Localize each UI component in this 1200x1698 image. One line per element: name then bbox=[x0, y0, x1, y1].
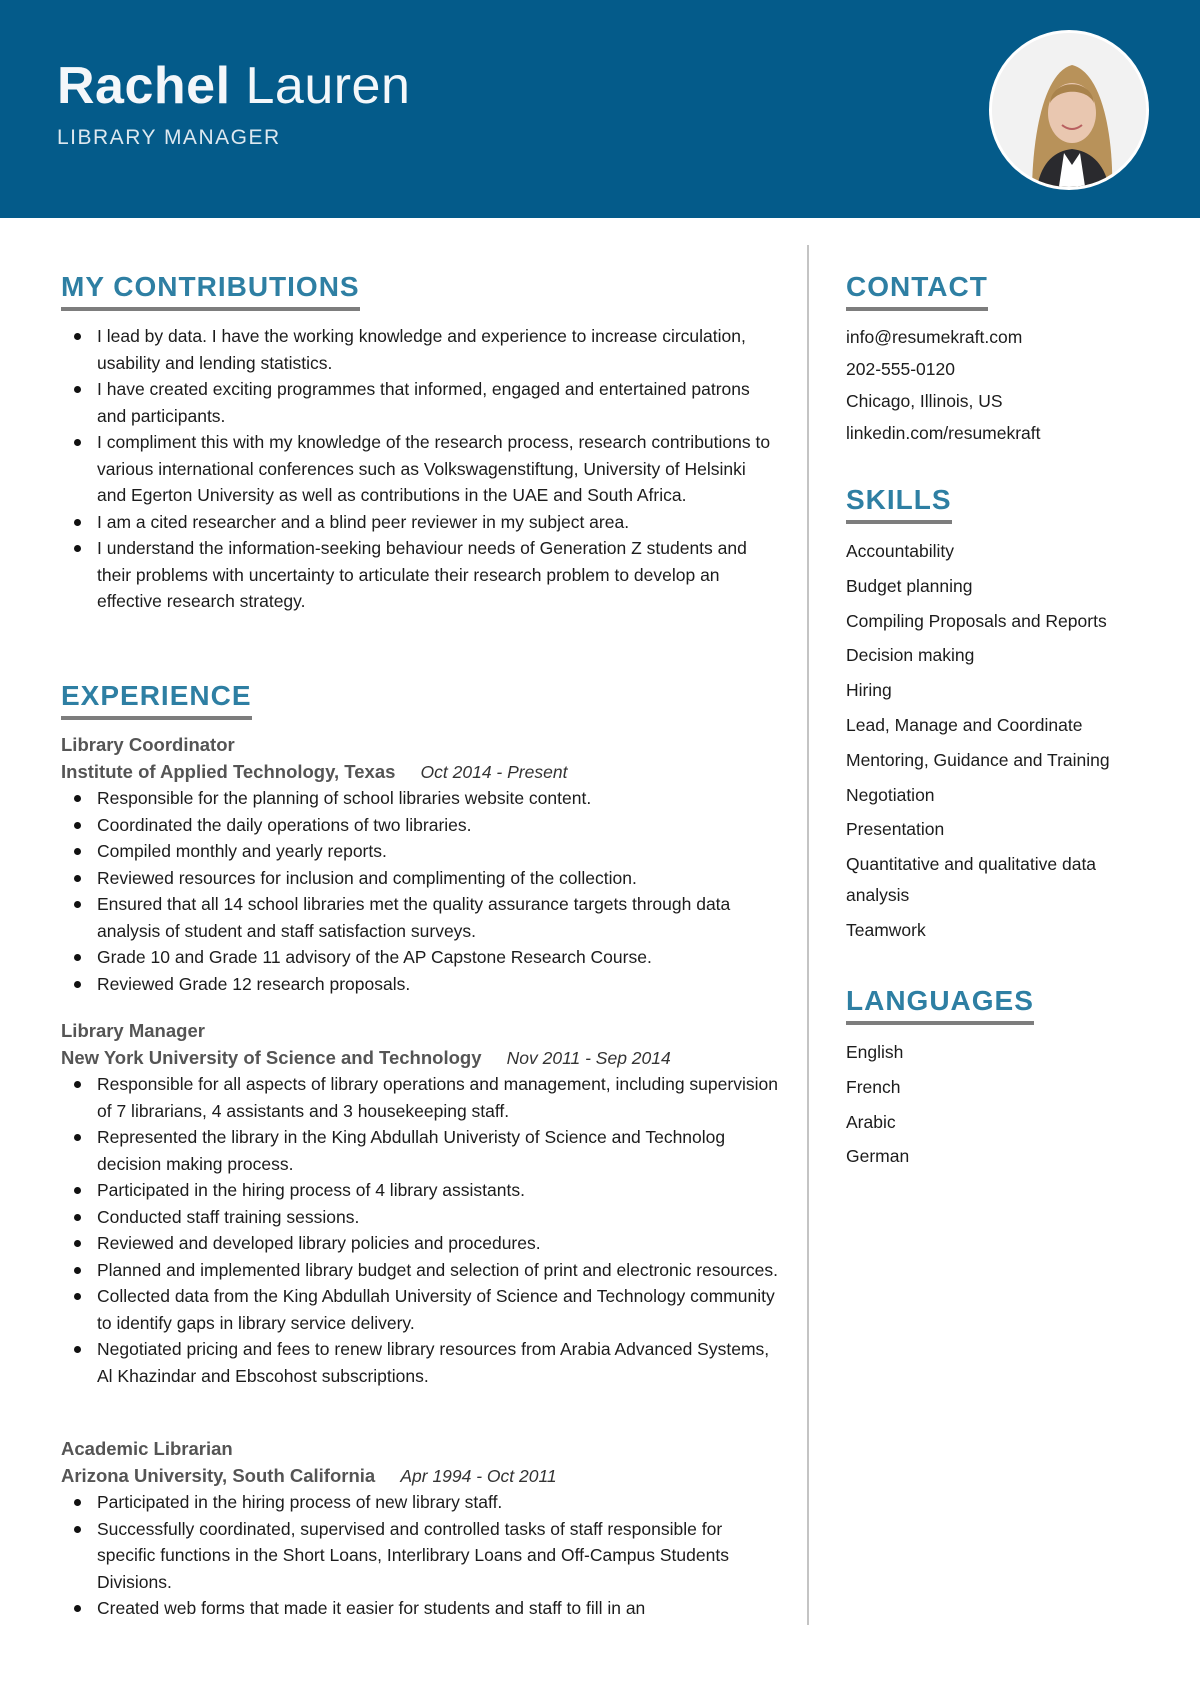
list-item: Ensured that all 14 school libraries met the quality assurance targets through data analysis of student and staff satisfaction surveys. bbox=[61, 891, 781, 944]
skill-item: Negotiation bbox=[846, 784, 935, 805]
list-item: Collected data from the King Abdullah University of Science and Technology community to identify gaps in library service delivery. bbox=[61, 1283, 781, 1336]
first-name: Rachel bbox=[57, 57, 231, 115]
skill-item: Presentation bbox=[846, 819, 945, 840]
list-item: Coordinated the daily operations of two libraries. bbox=[61, 812, 781, 839]
list-item: I compliment this with my knowledge of the research process, research contributions to various international conferences such as Volkswagenstiftung, University of Helsinki and Egerton University as well as contributions in the UAE and South Africa. bbox=[61, 429, 771, 509]
job-company: New York University of Science and Technology bbox=[61, 1047, 482, 1068]
candidate-name bbox=[57, 56, 410, 116]
resume-header bbox=[0, 0, 1200, 218]
job-title: LIBRARY MANAGER bbox=[57, 126, 281, 149]
list-item: Reviewed resources for inclusion and complimenting of the collection. bbox=[61, 865, 781, 892]
skills-heading: SKILLS bbox=[846, 485, 952, 524]
skill-item: Decision making bbox=[846, 645, 975, 666]
skill-item: Budget planning bbox=[846, 575, 973, 596]
contact-heading: CONTACT bbox=[846, 272, 988, 311]
list-item: Planned and implemented library budget and selection of print and electronic resources. bbox=[61, 1257, 781, 1284]
languages-heading: LANGUAGES bbox=[846, 986, 1034, 1025]
profile-photo bbox=[989, 30, 1149, 190]
job-role: Library Manager bbox=[61, 1020, 205, 1041]
contact-phone: 202-555-0120 bbox=[846, 359, 955, 379]
language-item: French bbox=[846, 1076, 901, 1097]
job-company-line bbox=[61, 1045, 781, 1071]
job-role: Academic Librarian bbox=[61, 1438, 233, 1459]
contact-email[interactable]: info@resumekraft.com bbox=[846, 327, 1023, 347]
list-item: Grade 10 and Grade 11 advisory of the AP Capstone Research Course. bbox=[61, 944, 781, 971]
contact-location: Chicago, Illinois, US bbox=[846, 391, 1003, 411]
column-divider bbox=[807, 245, 809, 1625]
languages-section bbox=[846, 1037, 1176, 1176]
job-bullets bbox=[61, 785, 781, 997]
list-item: Compiled monthly and yearly reports. bbox=[61, 838, 781, 865]
list-item: Created web forms that made it easier for students and staff to fill in an bbox=[61, 1595, 781, 1622]
skill-item: Compiling Proposals and Reports bbox=[846, 610, 1107, 631]
list-item: I understand the information-seeking behaviour needs of Generation Z students and their problems with uncertainty to articulate their research problem to develop an effective research strategy. bbox=[61, 535, 771, 615]
job-company-line bbox=[61, 1463, 781, 1489]
language-item: German bbox=[846, 1146, 910, 1167]
job-entry bbox=[61, 1017, 781, 1389]
contributions-heading: MY CONTRIBUTIONS bbox=[61, 272, 360, 311]
list-item: Reviewed and developed library policies and procedures. bbox=[61, 1230, 781, 1257]
list-item: Negotiated pricing and fees to renew library resources from Arabia Advanced Systems, Al Khazindar and Ebscohost subscriptions. bbox=[61, 1336, 781, 1389]
contact-section bbox=[846, 321, 1176, 449]
job-company: Arizona University, South California bbox=[61, 1465, 376, 1486]
job-dates: Nov 2011 - Sep 2014 bbox=[506, 1048, 671, 1068]
list-item: Responsible for all aspects of library operations and management, including supervision of 7 librarians, 4 assistants and 3 housekeeping staff. bbox=[61, 1071, 781, 1124]
skill-item: Accountability bbox=[846, 541, 954, 561]
last-name: Lauren bbox=[245, 57, 411, 115]
job-dates: Apr 1994 - Oct 2011 bbox=[400, 1466, 557, 1486]
language-item: English bbox=[846, 1042, 904, 1062]
skill-item: Teamwork bbox=[846, 919, 926, 940]
list-item: Represented the library in the King Abdullah Univeristy of Science and Technolog decision making process. bbox=[61, 1124, 781, 1177]
list-item: Participated in the hiring process of 4 library assistants. bbox=[61, 1177, 781, 1204]
list-item: Responsible for the planning of school libraries website content. bbox=[61, 785, 781, 812]
skill-item: Lead, Manage and Coordinate bbox=[846, 714, 1083, 735]
job-role: Library Coordinator bbox=[61, 734, 235, 755]
skill-item: Quantitative and qualitative data analysis bbox=[846, 854, 1097, 906]
profile-photo-icon bbox=[992, 33, 1149, 190]
job-dates: Oct 2014 - Present bbox=[420, 762, 568, 782]
skills-section bbox=[846, 536, 1146, 950]
job-entry bbox=[61, 1435, 781, 1622]
list-item: Successfully coordinated, supervised and controlled tasks of staff responsible for specific functions in the Short Loans, Interlibrary Loans and Off-Campus Students Divisions. bbox=[61, 1516, 781, 1596]
job-bullets bbox=[61, 1071, 781, 1389]
list-item: I lead by data. I have the working knowledge and experience to increase circulation, usability and lending statistics. bbox=[61, 323, 771, 376]
job-company-line bbox=[61, 759, 781, 785]
job-entry bbox=[61, 731, 781, 997]
language-item: Arabic bbox=[846, 1111, 896, 1132]
list-item: I have created exciting programmes that informed, engaged and entertained patrons and participants. bbox=[61, 376, 771, 429]
list-item: Reviewed Grade 12 research proposals. bbox=[61, 971, 781, 998]
skill-item: Mentoring, Guidance and Training bbox=[846, 749, 1110, 770]
list-item: Conducted staff training sessions. bbox=[61, 1204, 781, 1231]
contributions-section bbox=[61, 323, 771, 615]
list-item: Participated in the hiring process of new library staff. bbox=[61, 1489, 781, 1516]
experience-heading: EXPERIENCE bbox=[61, 681, 252, 720]
skill-item: Hiring bbox=[846, 680, 892, 701]
job-bullets bbox=[61, 1489, 781, 1622]
contact-linkedin[interactable]: linkedin.com/resumekraft bbox=[846, 423, 1041, 443]
list-item: I am a cited researcher and a blind peer reviewer in my subject area. bbox=[61, 509, 771, 536]
job-company: Institute of Applied Technology, Texas bbox=[61, 761, 396, 782]
contributions-list bbox=[61, 323, 771, 615]
